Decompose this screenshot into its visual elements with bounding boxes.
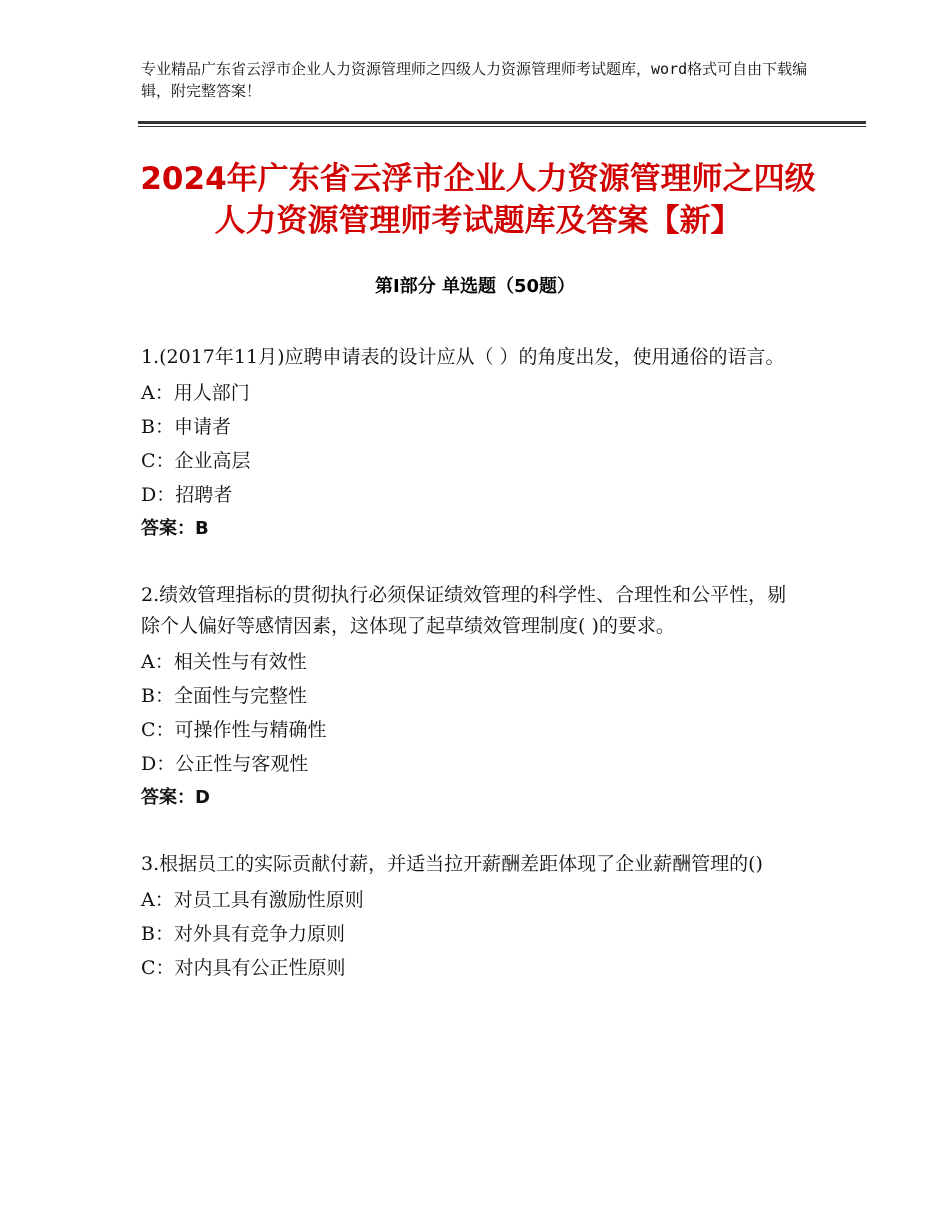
option-a: A：相关性与有效性 [141, 651, 307, 673]
header-divider-thin [138, 126, 866, 127]
question-2 [141, 580, 821, 815]
document-title: 2024年广东省云浮市企业人力资源管理师之四级人力资源管理师考试题库及答案【新】 [140, 161, 816, 239]
header-divider-thick [138, 121, 866, 124]
answer: 答案：B [141, 518, 209, 539]
option-c: C：可操作性与精确性 [141, 719, 327, 741]
option-a: A：用人部门 [141, 382, 250, 404]
option-b: B：申请者 [141, 416, 231, 438]
question-text: 3.根据员工的实际贡献付薪，并适当拉开薪酬差距体现了企业薪酬管理的() [141, 853, 763, 875]
question-list [141, 342, 821, 1019]
option-b: B：全面性与完整性 [141, 685, 307, 707]
option-a: A：对员工具有激励性原则 [141, 889, 364, 911]
option-d: D：公正性与客观性 [141, 753, 309, 775]
section-title: 第Ⅰ部分 单选题（50题） [374, 276, 575, 297]
answer: 答案：D [141, 787, 210, 808]
question-text: 1.(2017年11月)应聘申请表的设计应从（ ）的角度出发，使用通俗的语言。 [141, 346, 785, 368]
question-text: 2.绩效管理指标的贯彻执行必须保证绩效管理的科学性、合理性和公平性，剔除个人偏好等感情因素，这体现了起草绩效管理制度( )的要求。 [141, 584, 787, 637]
option-c: C：企业高层 [141, 450, 251, 472]
question-1 [141, 342, 821, 546]
option-c: C：对内具有公正性原则 [141, 957, 346, 979]
question-3 [141, 849, 821, 985]
option-b: B：对外具有竞争力原则 [141, 923, 345, 945]
option-d: D：招聘者 [141, 484, 233, 506]
header-note: 专业精品广东省云浮市企业人力资源管理师之四级人力资源管理师考试题库，word格式可自由下载编辑，附完整答案！ [141, 60, 808, 100]
